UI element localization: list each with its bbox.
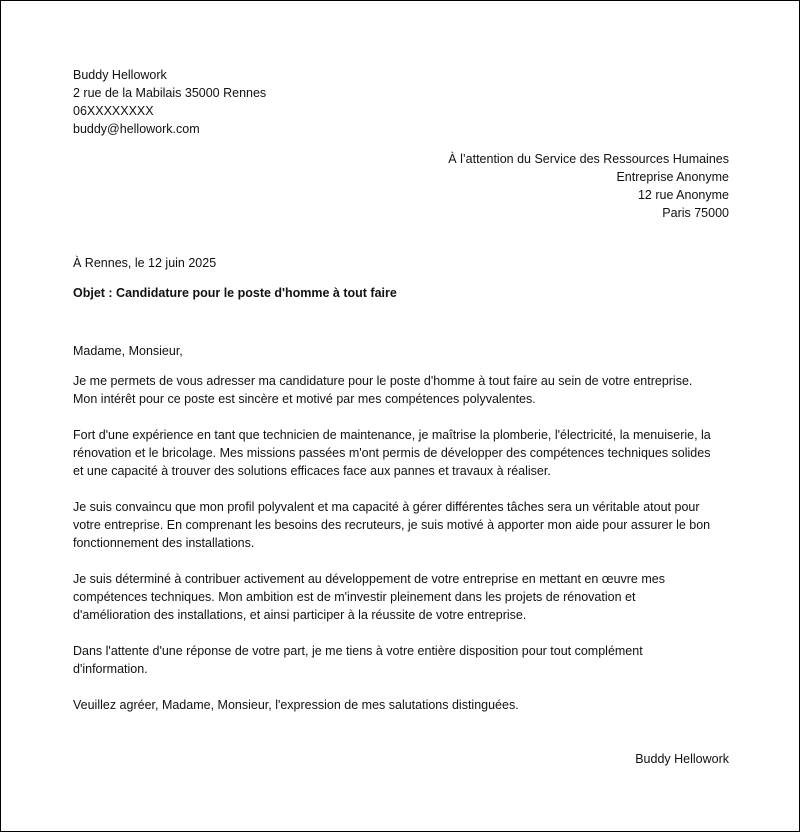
sender-email: buddy@hellowork.com (73, 122, 200, 136)
paragraph-line: Mon intérêt pour ce poste est sincère et motivé par mes compétences polyvalentes. (73, 392, 536, 406)
body-paragraph (73, 642, 729, 678)
paragraph-line: rénovation et le bricolage. Mes missions passées m'ont permis de développer des compétences techniques solides (73, 446, 711, 460)
paragraph-line: Je suis convaincu que mon profil polyvalent et ma capacité à gérer différentes tâches sera un véritable atout pour (73, 500, 700, 514)
sender-name: Buddy Hellowork (73, 68, 167, 82)
paragraph-line: fonctionnement des installations. (73, 536, 255, 550)
recipient-street: 12 rue Anonyme (637, 188, 729, 202)
signature: Buddy Hellowork (635, 752, 729, 766)
paragraph-line: Dans l'attente d'une réponse de votre part, je me tiens à votre entière disposition pour tout complément (73, 644, 643, 658)
body-paragraph (73, 426, 729, 480)
recipient-company: Entreprise Anonyme (616, 170, 729, 184)
sender-address: 2 rue de la Mabilais 35000 Rennes (73, 86, 267, 100)
body-paragraph (73, 498, 729, 552)
salutation: Madame, Monsieur, (73, 344, 183, 358)
date-line: À Rennes, le 12 juin 2025 (73, 256, 217, 270)
paragraph-line: d'information. (73, 662, 148, 676)
recipient-block (73, 150, 729, 222)
sender-phone: 06XXXXXXXX (73, 104, 154, 118)
paragraph-line: Fort d'une expérience en tant que technicien de maintenance, je maîtrise la plomberie, l'électricité, la menuiserie, la (73, 428, 711, 442)
body-paragraph (73, 372, 729, 408)
paragraph-line: Je suis déterminé à contribuer activement au développement de votre entreprise en mettant en œuvre mes (73, 572, 665, 586)
subject-line: Objet : Candidature pour le poste d'homme à tout faire (73, 286, 397, 300)
paragraph-line: compétences techniques. Mon ambition est de m'investir pleinement dans les projets de rénovation et (73, 590, 636, 604)
paragraph-line: et une capacité à trouver des solutions efficaces face aux pannes et travaux à réaliser. (73, 464, 551, 478)
closing-formula: Veuillez agréer, Madame, Monsieur, l'expression de mes salutations distinguées. (73, 698, 519, 712)
body-paragraph (73, 570, 729, 624)
sender-block (73, 66, 729, 138)
paragraph-line: d'amélioration des installations, et ainsi participer à la réussite de votre entreprise. (73, 608, 527, 622)
recipient-attention: À l’attention du Service des Ressources Humaines (448, 152, 729, 166)
paragraph-line: votre entreprise. En comprenant les besoins des recruteurs, je suis motivé à apporter mon aide pour assurer le bon (73, 518, 711, 532)
recipient-city: Paris 75000 (662, 206, 729, 220)
paragraph-line: Je me permets de vous adresser ma candidature pour le poste d'homme à tout faire au sein de votre entreprise. (73, 374, 693, 388)
